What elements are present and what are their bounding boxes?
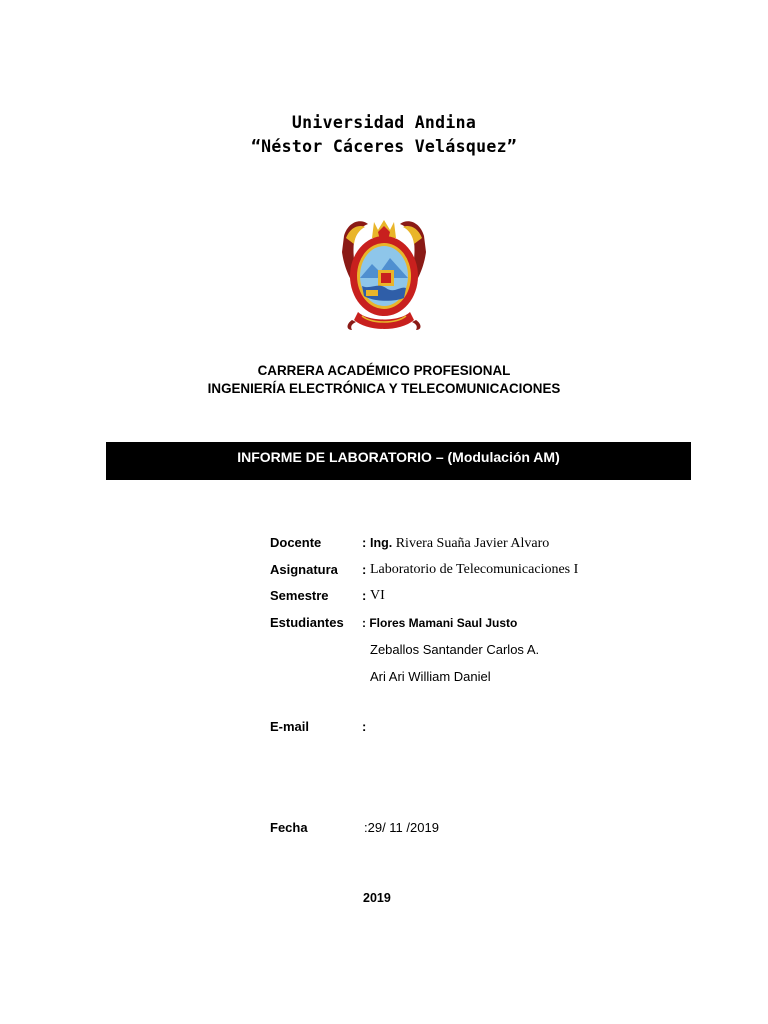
asignatura-value: Laboratorio de Telecomunicaciones I bbox=[370, 562, 579, 577]
semestre-value: VI bbox=[370, 588, 385, 603]
report-title-banner bbox=[106, 442, 691, 480]
docente-label: Docente bbox=[270, 535, 322, 550]
fecha-value: :29/ 11 /2019 bbox=[364, 820, 439, 835]
email-label: E-mail bbox=[270, 719, 310, 734]
footer-year: 2019 bbox=[363, 891, 391, 905]
estudiante-3: Ari Ari William Daniel bbox=[370, 669, 491, 684]
docente-value bbox=[370, 534, 549, 553]
university-subtitle: “Néstor Cáceres Velásquez” bbox=[250, 137, 518, 156]
estudiante-1: : Flores Mamani Saul Justo bbox=[362, 616, 518, 630]
career-line-2: INGENIERÍA ELECTRÓNICA Y TELECOMUNICACIONES bbox=[207, 381, 561, 396]
university-seal-logo bbox=[338, 216, 430, 334]
estudiantes-label: Estudiantes bbox=[270, 615, 344, 630]
semestre-colon: : bbox=[362, 588, 367, 603]
semestre-label: Semestre bbox=[270, 588, 329, 603]
report-title: INFORME DE LABORATORIO – (Modulación AM) bbox=[237, 449, 560, 465]
asignatura-colon: : bbox=[362, 562, 367, 577]
fecha-label: Fecha bbox=[270, 820, 308, 835]
university-name: Universidad Andina bbox=[291, 113, 477, 132]
docente-colon: : bbox=[362, 535, 367, 550]
estudiante-2: Zeballos Santander Carlos A. bbox=[370, 642, 540, 657]
docente-prefix: Ing. bbox=[370, 536, 393, 550]
email-colon: : bbox=[362, 719, 367, 734]
asignatura-label: Asignatura bbox=[270, 562, 338, 577]
docente-name: Rivera Suaña Javier Alvaro bbox=[395, 536, 550, 551]
career-line-1: CARRERA ACADÉMICO PROFESIONAL bbox=[257, 363, 511, 378]
